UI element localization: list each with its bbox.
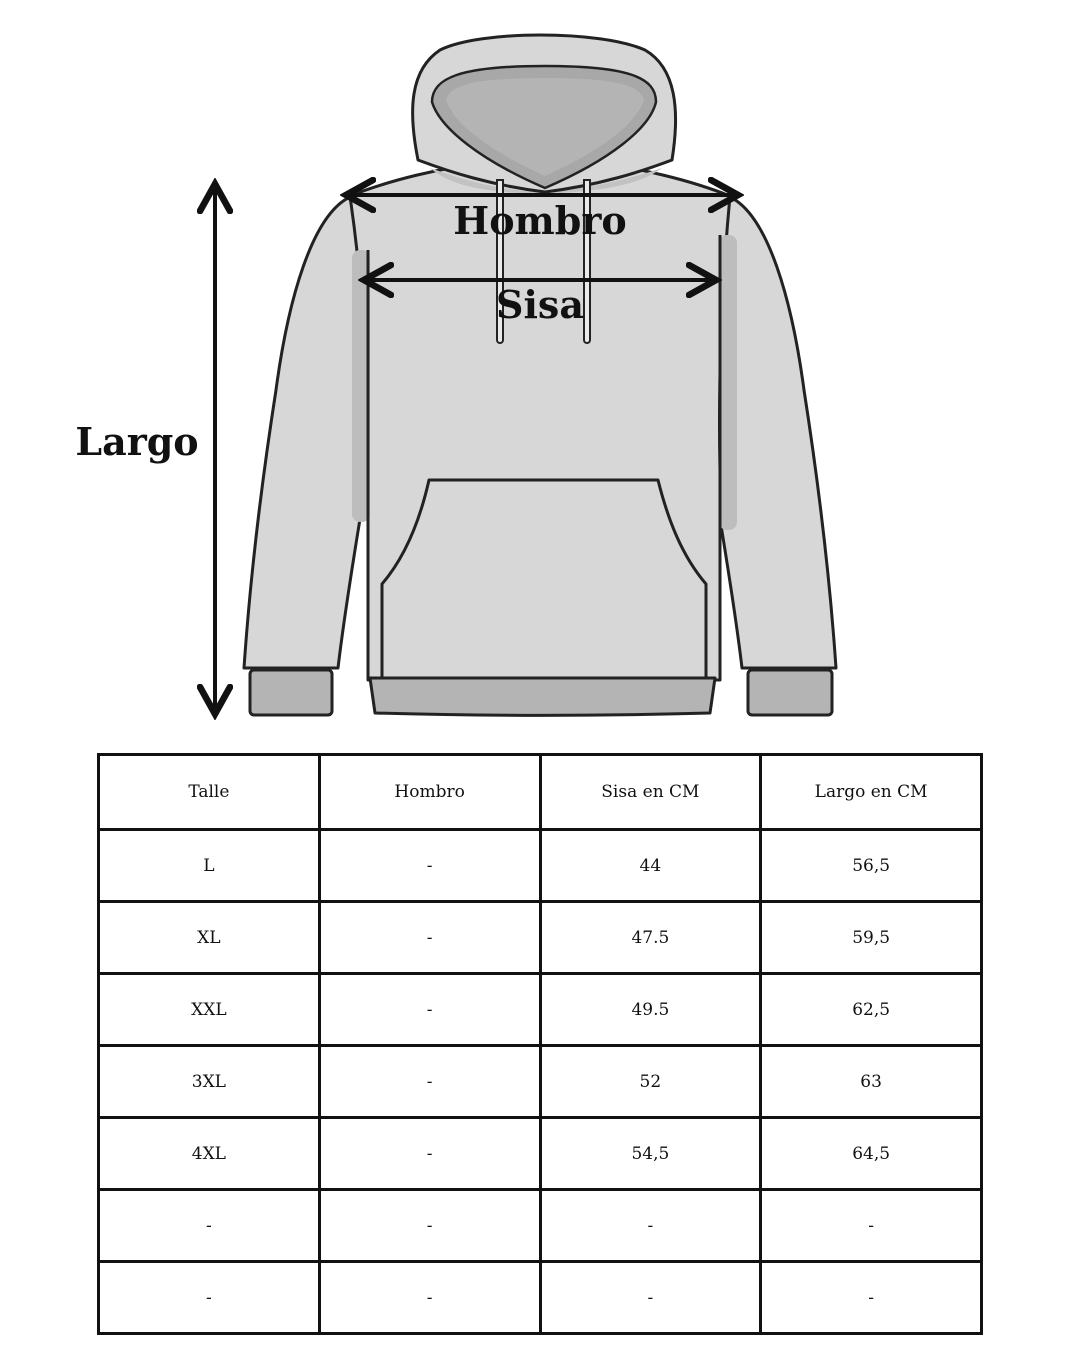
table-cell: 63 <box>761 1046 982 1118</box>
table-row <box>99 1262 982 1334</box>
left-cuff <box>250 670 332 715</box>
sisa-label: Sisa <box>496 282 584 327</box>
table-cell: - <box>319 1118 540 1190</box>
table-row <box>99 1046 982 1118</box>
table-cell: - <box>319 830 540 902</box>
table-cell: - <box>761 1262 982 1334</box>
kangaroo-pocket <box>382 480 706 678</box>
table-cell: - <box>319 1046 540 1118</box>
table-cell: - <box>319 902 540 974</box>
right-cuff <box>748 670 832 715</box>
body-side-shade-right <box>719 235 737 530</box>
table-cell: 62,5 <box>761 974 982 1046</box>
table-cell: 56,5 <box>761 830 982 902</box>
waistband <box>370 678 715 715</box>
table-cell: 44 <box>540 830 761 902</box>
table-cell: XL <box>99 902 320 974</box>
table-row <box>99 1118 982 1190</box>
table-cell: 54,5 <box>540 1118 761 1190</box>
header-sisa: Sisa en CM <box>540 755 761 830</box>
table-cell: 52 <box>540 1046 761 1118</box>
table-cell: 64,5 <box>761 1118 982 1190</box>
table-header-row <box>99 755 982 830</box>
table-cell: 3XL <box>99 1046 320 1118</box>
header-talle: Talle <box>99 755 320 830</box>
hombro-label: Hombro <box>453 198 627 243</box>
table-row <box>99 974 982 1046</box>
table-cell: - <box>540 1262 761 1334</box>
table-cell: - <box>99 1262 320 1334</box>
table-cell: XXL <box>99 974 320 1046</box>
hoodie-illustration <box>244 35 836 715</box>
table-cell: - <box>99 1190 320 1262</box>
table-cell: 4XL <box>99 1118 320 1190</box>
table-cell: - <box>319 1190 540 1262</box>
table-cell: - <box>319 974 540 1046</box>
header-largo: Largo en CM <box>761 755 982 830</box>
table-cell: - <box>319 1262 540 1334</box>
table-row <box>99 1190 982 1262</box>
table-cell: - <box>761 1190 982 1262</box>
table-cell: 59,5 <box>761 902 982 974</box>
header-hombro: Hombro <box>319 755 540 830</box>
left-sleeve <box>244 197 368 668</box>
table-cell: 47.5 <box>540 902 761 974</box>
table-cell: - <box>540 1190 761 1262</box>
table-row <box>99 830 982 902</box>
largo-label: Largo <box>75 419 199 464</box>
table-cell: L <box>99 830 320 902</box>
table-row <box>99 902 982 974</box>
size-chart-table <box>97 753 983 1335</box>
table-cell: 49.5 <box>540 974 761 1046</box>
